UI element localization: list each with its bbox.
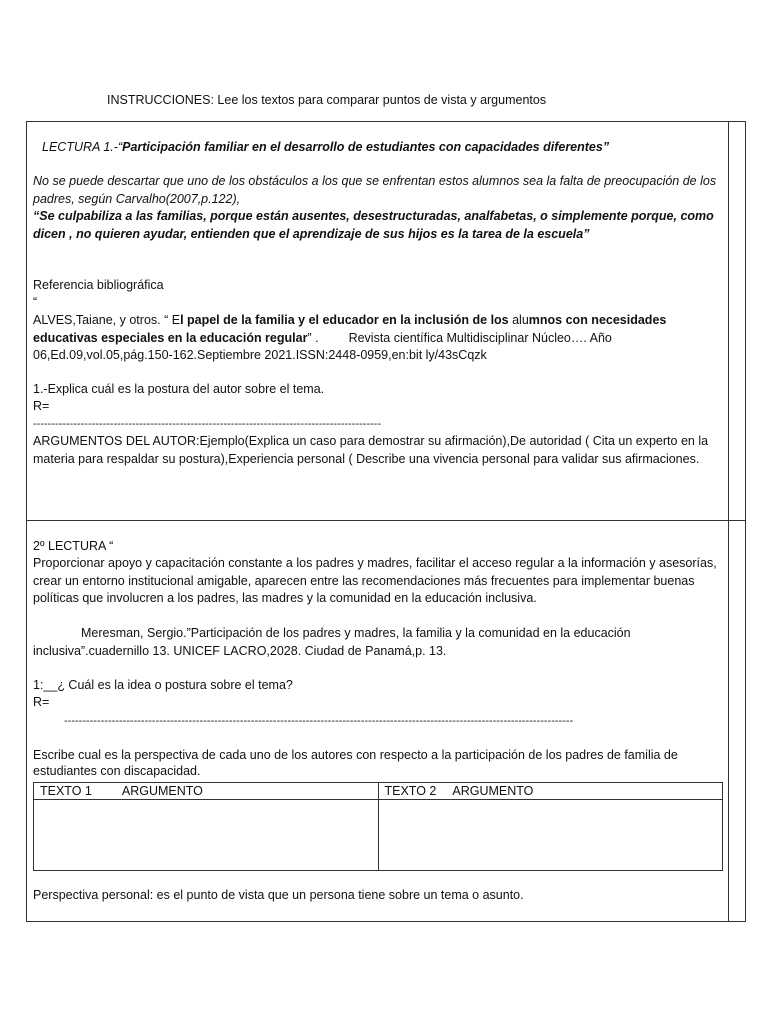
table-header-texto1: [34, 783, 379, 800]
ref-title-part1: l papel de la familia y el educador en la inclusión de los: [180, 313, 513, 327]
lectura1-separator: -----------------------------------------------------------------------------------------------: [33, 418, 381, 430]
lectura1-reference-quote-mark: “: [33, 295, 38, 309]
lectura2-reference: Meresman, Sergio.”Participación de los padres y madres, la familia y la comunidad en la educación inclusiva”.cuadernillo 13. UNICEF LACRO,2028. Ciudad de Panamá,p. 13.: [33, 626, 631, 658]
table-header-texto2: [378, 783, 723, 800]
table-cell-texto1-answer[interactable]: [34, 800, 379, 871]
personal-perspective: Perspectiva personal: es el punto de vista que un persona tiene sobre un tema o asunto.: [33, 888, 524, 902]
header-argumento2-label: ARGUMENTO: [452, 784, 534, 798]
lectura1-title-text: Participación familiar en el desarrollo de estudiantes con capacidades diferentes”: [122, 140, 610, 154]
ref-close: ” .: [307, 330, 319, 345]
ref-title-part3: mnos con necesidades educativas especiales en la educación regular: [33, 313, 667, 345]
header-texto2-label: TEXTO 2: [384, 784, 437, 798]
ref-title-part2: alu: [512, 313, 529, 327]
lectura2-answer-label: R=: [33, 695, 50, 709]
lectura2-question: 1:__¿ Cuál es la idea o postura sobre el tema?: [33, 678, 293, 692]
table-cell-texto2-answer[interactable]: [378, 800, 723, 871]
lectura1-quote: “Se culpabiliza a las familias, porque están ausentes, desestructuradas, analfabetas, o simplemente porque, como dicen , no quieren ayudar, entienden que el aprendizaje de sus hijos es la tarea de la escuela”: [33, 209, 714, 241]
lectura2-paragraph: Proporcionar apoyo y capacitación constante a los padres y madres, facilitar el acceso regular a la información y asesorías, crear un entorno institucional amigable, aparecen entre las recomendaciones más frecuentes para implementar buenas políticas que involucren a los padres, las madres y la comunidad en la educación inclusiva.: [33, 556, 717, 605]
lectura1-reference-heading: Referencia bibliográfica: [33, 278, 164, 292]
lectura1-reference: [33, 312, 725, 365]
lectura1-question: 1.-Explica cuál es la postura del autor sobre el tema.: [33, 382, 325, 396]
lectura2-heading: 2º LECTURA “: [33, 539, 114, 553]
section-divider: [26, 520, 746, 521]
header-argumento1-label: ARGUMENTO: [121, 784, 203, 798]
comparison-table: [33, 782, 723, 871]
ref-publication: Revista científica Multidisciplinar Núcleo…. Año 06,Ed.09,vol.05,pág.150-162.Septiembre 2021.ISSN:2448-0959,en:bit ly/43sCqzk: [33, 330, 612, 362]
lectura1-title: [42, 139, 734, 157]
instructions-heading: INSTRUCCIONES: Lee los textos para comparar puntos de vista y argumentos: [107, 93, 547, 107]
lectura1-prefix: LECTURA 1.-“: [42, 140, 123, 154]
ref-authors: ALVES,Taiane, y otros. “ E: [33, 313, 181, 327]
lectura2-separator: -------------------------------------------------------------------------------------------------------------------------------------------: [64, 715, 574, 727]
right-margin-column-line: [728, 121, 729, 922]
lectura1-answer-label: R=: [33, 399, 50, 413]
lectura1-arguments: ARGUMENTOS DEL AUTOR:Ejemplo(Explica un caso para demostrar su afirmación),De autoridad ( Cita un experto en la materia para respaldar su postura),Experiencia personal ( Describe una vivencia personal para validar sus afirmaciones.: [33, 434, 709, 466]
perspective-prompt: Escribe cual es la perspectiva de cada uno de los autores con respecto a la participación de los padres de familia de estudiantes con discapacidad.: [33, 748, 678, 778]
lectura1-paragraph: No se puede descartar que uno de los obstáculos a los que se enfrentan estos alumnos sea la falta de preocupación de los padres, según Carvalho(2007,p.122),: [33, 174, 717, 206]
header-texto1-label: TEXTO 1: [40, 784, 92, 798]
